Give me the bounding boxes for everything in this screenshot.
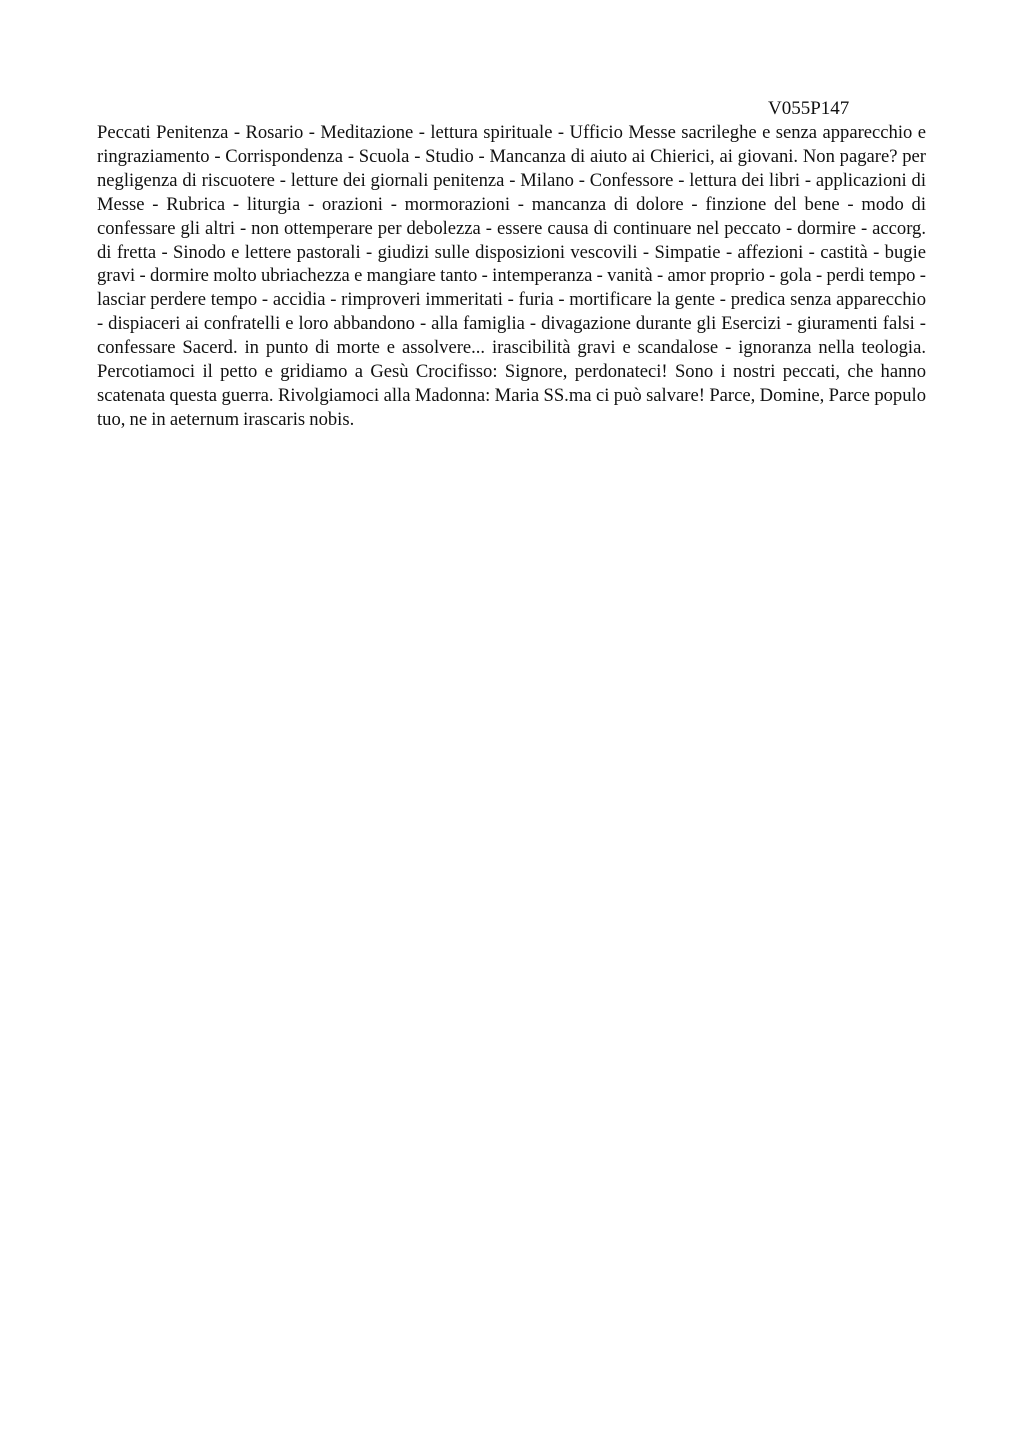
body-paragraph: Peccati Penitenza - Rosario - Meditazione - lettura spirituale - Ufficio Messe sacrileghe e senza apparecchio e ringraziamento - Corrispondenza - Scuola - Studio - Mancanza di aiuto ai Chierici, ai giovani. Non pagare? per negligenza di riscuotere - letture dei giornali penitenza - Milano - Confessore - lettura dei libri - applicazioni di Messe - Rubrica - liturgia - orazioni - mormorazioni - mancanza di dolore - finzione del bene - modo di confessare gli altri - non ottemperare per debolezza - essere causa di continuare nel peccato - dormire - accorg. di fretta - Sinodo e lettere pastorali - giudizi sulle disposizioni vescovili - Simpatie - affezioni - castità - bugie gravi - dormire molto ubriachezza e mangiare tanto - intemperanza - vanità - amor proprio - gola - perdi tempo - lasciar perdere tempo - accidia - rimproveri immeritati - furia - mortificare la gente - predica senza apparecchio - dispiaceri ai confratelli e loro abbandono - alla famiglia - divagazione durante gli Esercizi - giuramenti falsi - confessare Sacerd. in punto di morte e assolvere... irascibilità gravi e scandalose - ignoranza nella teologia. Percotiamoci il petto e gridiamo a Gesù Crocifisso: Signore, perdonateci! Sono i nostri peccati, che hanno scatenata questa guerra. Rivolgiamoci alla Madonna: Maria SS.ma ci può salvare! Parce, Domine, Parce populo tuo, ne in aeternum irascaris nobis. [97,122,926,430]
page-reference: V055P147 [768,98,850,119]
